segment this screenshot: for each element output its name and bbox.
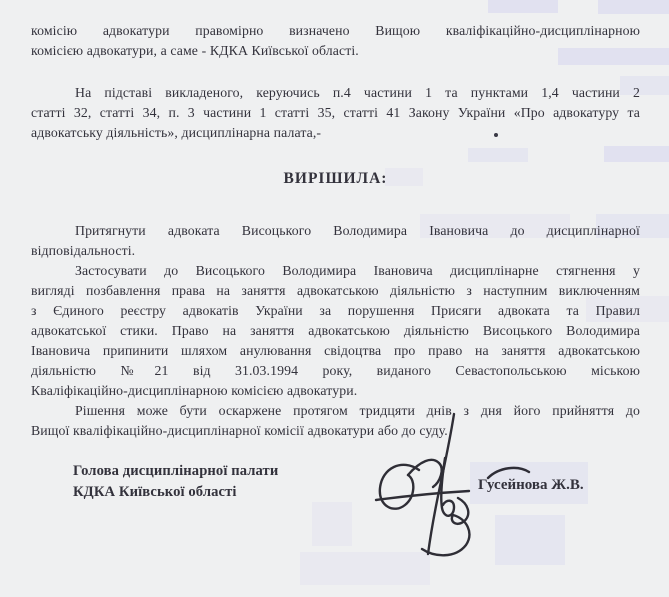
- text-line: адвокатську діяльність», дисциплінарна палата,-: [31, 125, 322, 140]
- text-line: діяльністю №21 від 31.03.1994 року, виданого Севастопольською міською: [31, 363, 640, 378]
- scan-artifact: [488, 0, 558, 13]
- scan-artifact: [312, 502, 352, 546]
- signer-title-line: КДКА Київської області: [73, 484, 237, 500]
- text-line: Рішення може бути оскаржене протягом тридцяти днів з дня його прийняття до: [75, 403, 640, 418]
- text-line: адвокатської стики. Право на заняття адвокатською діяльністю Висоцького Володимира: [31, 323, 640, 338]
- scan-artifact: [598, 0, 669, 14]
- paragraph-sanction: [31, 261, 640, 401]
- text-line: Притягнути адвоката Висоцького Володимира Івановича до дисциплінарної: [75, 223, 640, 238]
- text-line: Івановича припинити шляхом анулювання свідоцтва про право на заняття адвокатською: [31, 343, 640, 358]
- text-line: вигляді позбавлення права на заняття адвокатською діяльністю з наступним виключенням: [31, 283, 640, 298]
- signer-title-line: Голова дисциплінарної палати: [73, 463, 279, 479]
- text-line: На підставі викладеного, керуючись п.4 частини 1 та пунктами 1,4 частини 2: [75, 85, 640, 100]
- text-line: Застосувати до Висоцького Володимира Івановича дисциплінарне стягнення у: [75, 263, 640, 278]
- text-line: комісією адвокатури, а саме - КДКА Київської області.: [31, 43, 359, 58]
- handwritten-signature-icon: [372, 406, 537, 586]
- text-line: відповідальності.: [31, 243, 136, 258]
- paragraph-legal-basis: [31, 83, 640, 143]
- text-line: статті 32, статті 34, п. 3 частини 1 статті 35, статті 41 Закону України «Про адвокатуру та: [31, 105, 640, 120]
- text-line: Вищої кваліфікаційно-дисциплінарної комісії адвокатури або до суду.: [31, 423, 448, 438]
- text-line: Кваліфікаційно-дисциплінарною комісією адвокатури.: [31, 383, 358, 398]
- scan-dot-artifact: [494, 133, 498, 137]
- paragraph-appeal: [31, 401, 640, 441]
- paragraph-liability: [31, 221, 640, 261]
- paragraph-jurisdiction: [31, 21, 640, 61]
- text-line: з Єдиного реєстру адвокатів України за порушення Присяги адвоката та Правил: [31, 303, 640, 318]
- decision-heading: ВИРІШИЛА:: [283, 170, 388, 187]
- signer-name: Гусейнова Ж.В.: [478, 477, 584, 493]
- document-body: [31, 21, 640, 503]
- text-line: комісію адвокатури правомірно визначено Вищою кваліфікаційно-дисциплінарною: [31, 23, 640, 38]
